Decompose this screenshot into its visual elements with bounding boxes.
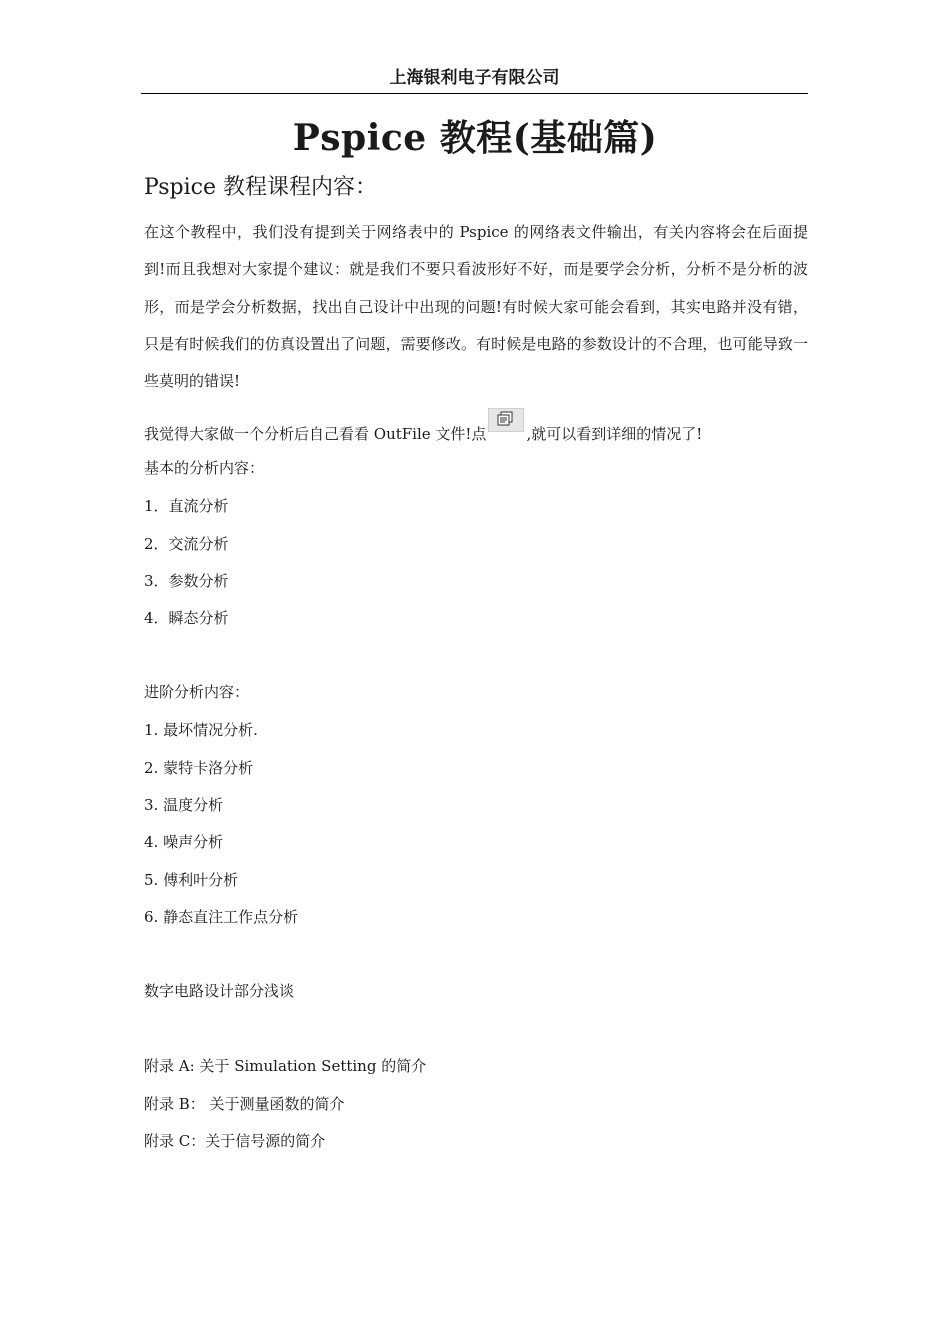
advanced-analysis-item: 1. 最坏情况分析. [144, 721, 258, 739]
advanced-analysis-item: 4. 噪声分析 [144, 833, 224, 851]
appendix-item: 附录 B： 关于测量函数的简介 [144, 1095, 345, 1113]
outfile-line [144, 418, 702, 445]
advanced-analysis-item: 2. 蒙特卡洛分析 [144, 759, 254, 777]
basic-analysis-item: 3．参数分析 [144, 572, 229, 590]
appendix-item: 附录 A: 关于 Simulation Setting 的简介 [144, 1057, 427, 1075]
outfile-icon[interactable] [488, 408, 524, 432]
intro-paragraph: 在这个教程中，我们没有提到关于网络表中的 Pspice 的网络表文件输出，有关内容将会在后面提到!而且我想对大家提个建议：就是我们不要只看波形好不好，而是要学会分析，分析不是分析的波形，而是学会分析数据，找出自己设计中出现的问题!有时候大家可能会看到，其实电路并没有错，只是有时候我们的仿真设置出了问题，需要修改。有时候是电路的参数设计的不合理，也可能导致一些莫明的错误! [144, 223, 808, 391]
basic-analysis-heading: 基本的分析内容： [144, 459, 265, 477]
appendix-item: 附录 C：关于信号源的简介 [144, 1132, 326, 1150]
document-title: Pspice 教程(基础篇) [292, 117, 658, 159]
page-header-company: 上海银利电子有限公司 [389, 68, 560, 88]
outfile-text-after: ,就可以看到详细的情况了! [526, 425, 703, 443]
header-rule [141, 93, 808, 94]
advanced-analysis-heading: 进阶分析内容： [144, 683, 250, 701]
basic-analysis-item: 2．交流分析 [144, 535, 229, 553]
advanced-analysis-item: 3. 温度分析 [144, 796, 224, 814]
advanced-analysis-item: 6. 静态直注工作点分析 [144, 908, 299, 926]
section-subtitle: Pspice 教程课程内容： [144, 175, 377, 200]
basic-analysis-item: 4．瞬态分析 [144, 609, 229, 627]
digital-design-line: 数字电路设计部分浅谈 [144, 982, 295, 1000]
outfile-text-before: 我觉得大家做一个分析后自己看看 OutFile 文件!点 [144, 425, 487, 443]
advanced-analysis-item: 5. 傅利叶分析 [144, 871, 239, 889]
basic-analysis-item: 1．直流分析 [144, 497, 229, 515]
